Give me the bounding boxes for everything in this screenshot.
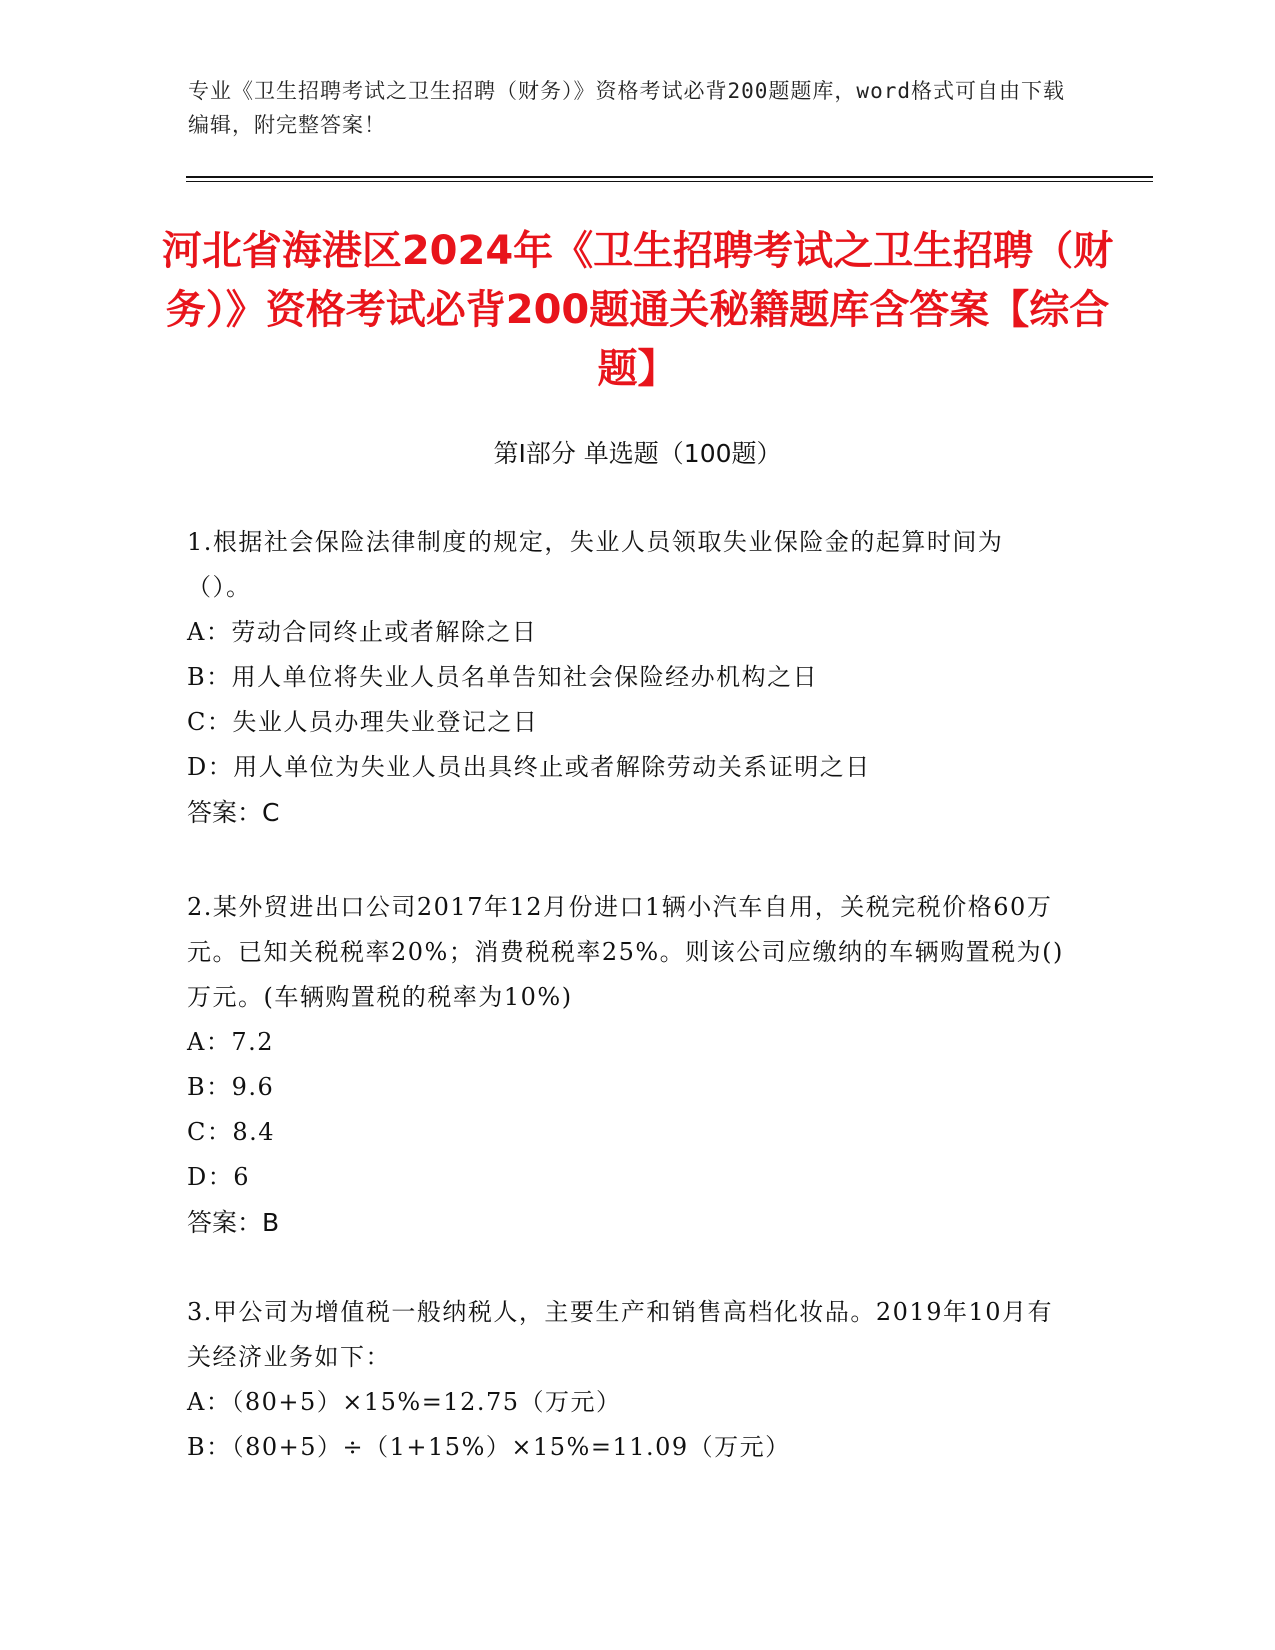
header-divider-thin <box>186 181 1153 182</box>
answer: 答案：B <box>187 1208 280 1237</box>
answer: 答案：C <box>187 798 280 827</box>
question-1 <box>187 520 1067 835</box>
option-b: B：（80+5）÷（1+15%）×15%=11.09（万元） <box>187 1433 791 1461</box>
option-c: C：失业人员办理失业登记之日 <box>187 708 539 736</box>
option-a: A：7.2 <box>187 1028 274 1056</box>
document-title: 河北省海港区2024年《卫生招聘考试之卫生招聘（财务）》资格考试必背200题通关秘籍题库含答案【综合题】 <box>161 228 1114 392</box>
option-b: B：9.6 <box>187 1073 275 1101</box>
option-d: D：用人单位为失业人员出具终止或者解除劳动关系证明之日 <box>187 753 871 781</box>
option-a: A：劳动合同终止或者解除之日 <box>187 618 538 646</box>
section-heading: 第Ⅰ部分 单选题（100题） <box>493 439 782 468</box>
option-d: D：6 <box>187 1163 251 1191</box>
question-stem: 3.甲公司为增值税一般纳税人，主要生产和销售高档化妆品。2019年10月有关经济业务如下： <box>187 1298 1054 1371</box>
header-note: 专业《卫生招聘考试之卫生招聘（财务）》资格考试必背200题题库，word格式可自由下载编辑，附完整答案！ <box>188 79 1065 137</box>
option-a: A：（80+5）×15%=12.75（万元） <box>187 1388 622 1416</box>
option-c: C：8.4 <box>187 1118 276 1146</box>
question-3 <box>187 1290 1067 1470</box>
header-divider <box>186 176 1153 178</box>
question-stem: 1.根据社会保险法律制度的规定，失业人员领取失业保险金的起算时间为（）。 <box>187 528 1004 601</box>
question-2 <box>187 885 1067 1245</box>
question-stem: 2.某外贸进出口公司2017年12月份进口1辆小汽车自用，关税完税价格60万元。已知关税税率20%；消费税税率25%。则该公司应缴纳的车辆购置税为()万元。(车辆购置税的税率为10%) <box>187 893 1064 1011</box>
option-b: B：用人单位将失业人员名单告知社会保险经办机构之日 <box>187 663 819 691</box>
